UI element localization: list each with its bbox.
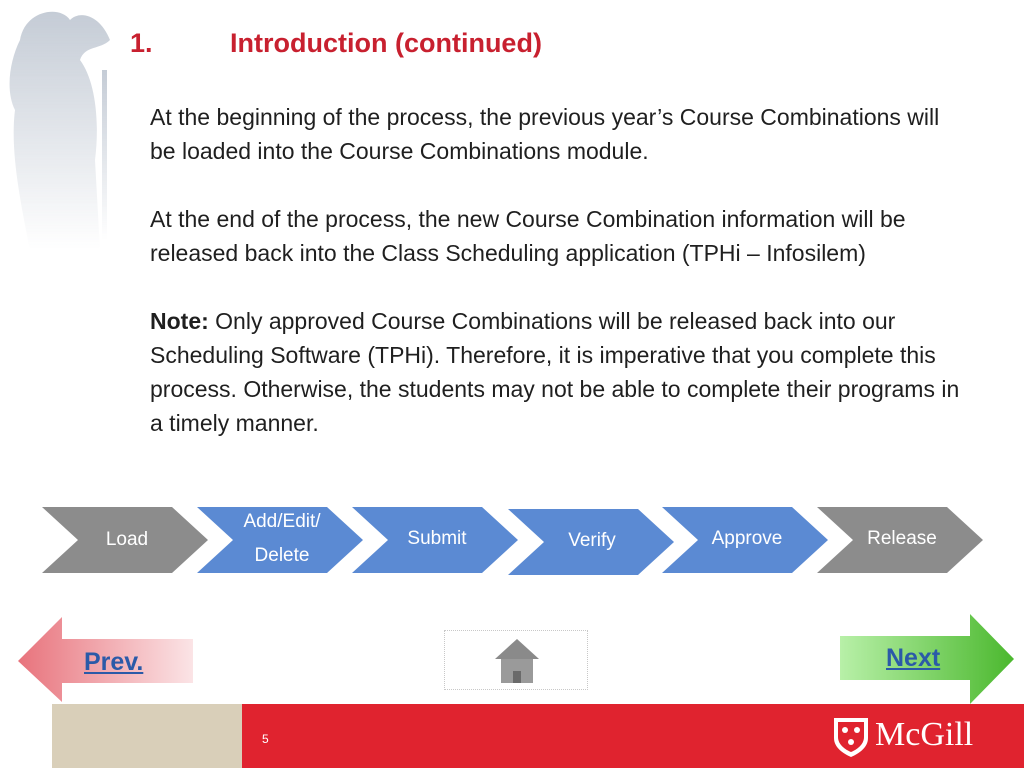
- note-text: Only approved Course Combinations will be released back into our Scheduling Software (TPHi). Therefore, it is imperative that you complete this process. Otherwise, the students may not be able to complete their programs in a timely manner.: [150, 308, 960, 436]
- step-load-label: Load: [105, 529, 149, 550]
- paragraph-release: At the end of the process, the new Course Combination information will be released back into the Class Scheduling application (TPHi – Infosilem): [150, 206, 906, 266]
- prev-link[interactable]: Prev.: [84, 648, 144, 676]
- home-icon: [493, 637, 541, 685]
- body-text: [150, 100, 960, 474]
- step-add-edit-label: Add/Edit/: [243, 511, 321, 532]
- step-delete-label: Delete: [254, 545, 310, 566]
- paragraph-intro: At the beginning of the process, the previous year’s Course Combinations will be loaded into the Course Combinations module.: [150, 104, 940, 164]
- heading-number: 1.: [130, 28, 153, 58]
- step-verify-label: Verify: [568, 530, 616, 551]
- step-release-label: Release: [867, 528, 937, 549]
- step-submit-label: Submit: [407, 528, 467, 549]
- note-label: Note:: [150, 308, 209, 334]
- page-title: Introduction (continued): [230, 28, 542, 58]
- next-link[interactable]: Next: [886, 644, 941, 672]
- statue-image: [0, 0, 130, 250]
- step-approve-label: Approve: [711, 528, 783, 549]
- page-number: 5: [262, 732, 269, 746]
- mcgill-logo-text: McGill: [875, 716, 974, 753]
- paragraph-note: [150, 304, 960, 440]
- process-steps: [42, 507, 992, 577]
- home-button[interactable]: [444, 630, 588, 690]
- footer-left-panel: [52, 704, 242, 768]
